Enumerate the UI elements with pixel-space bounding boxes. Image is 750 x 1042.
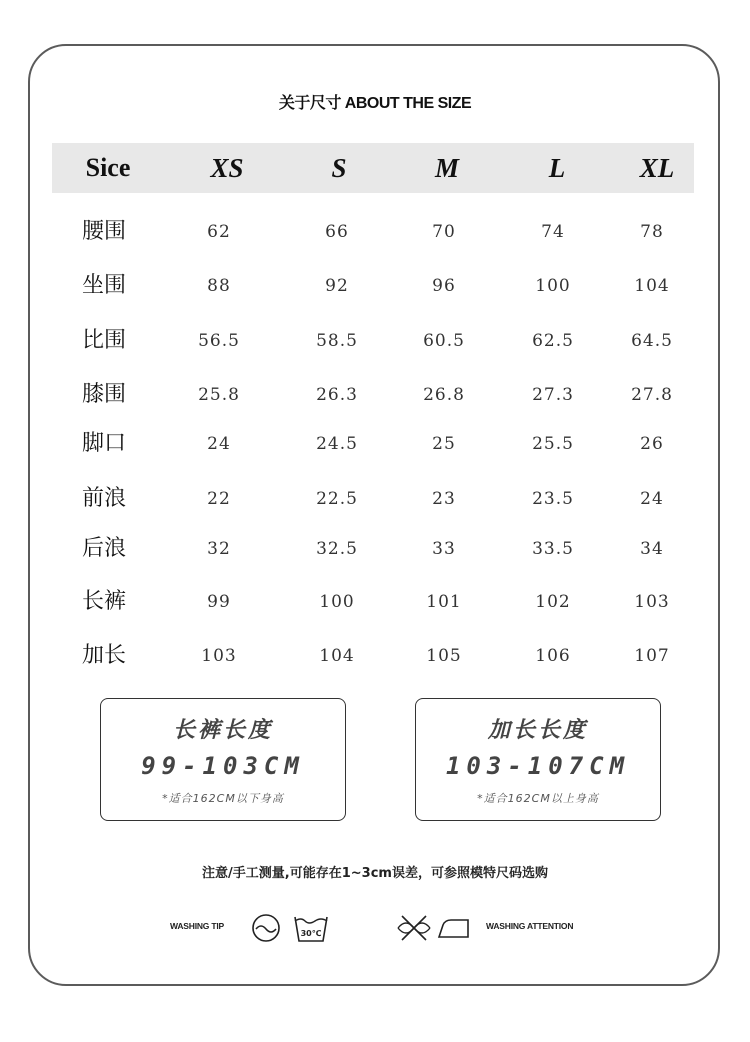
svg-text:30℃: 30℃ [300,929,322,938]
table-cell: 96 [432,276,456,296]
regular-length-box [100,698,346,821]
table-cell: 100 [319,592,355,612]
table-cell: 70 [432,222,456,242]
table-cell: 24 [207,434,231,454]
long-length-box [415,698,661,821]
row-label: 加长 [82,643,127,668]
table-cell: 23.5 [532,489,574,509]
table-cell: 88 [207,276,231,296]
box-title: 长裤长度 [172,718,273,743]
table-cell: 101 [426,592,462,612]
table-cell: 102 [535,592,571,612]
table-cell: 66 [325,222,349,242]
table-cell: 103 [634,592,670,612]
table-cell: 26.3 [316,385,358,405]
box-range: 103-107CM [445,752,631,780]
table-cell: 26 [640,434,664,454]
table-row [0,636,750,676]
washing-attention-label: WASHING ATTENTION [486,921,574,931]
table-cell: 23 [432,489,456,509]
table-cell: 104 [319,646,355,666]
measurement-note: 注意/手工测量,可能存在1~3cm误差，可参照模特尺码选购 [202,866,548,881]
table-cell: 24.5 [316,434,358,454]
table-cell: 22.5 [316,489,358,509]
row-label: 比围 [82,328,127,353]
table-cell: 92 [325,276,349,296]
table-cell: 24 [640,489,664,509]
table-cell: 58.5 [316,331,358,351]
row-label: 腰围 [82,219,127,244]
table-cell: 56.5 [198,331,240,351]
no-bleach-icon [396,914,432,942]
table-cell: 99 [207,592,231,612]
table-cell: 32 [207,539,231,559]
table-cell: 78 [640,222,664,242]
table-cell: 107 [634,646,670,666]
table-row [0,479,750,519]
gentle-wash-icon [251,912,281,944]
table-cell: 25 [432,434,456,454]
table-cell: 22 [207,489,231,509]
box-note: *适合162CM以上身高 [477,792,599,805]
row-label: 长裤 [82,589,127,614]
table-cell: 62 [207,222,231,242]
table-cell: 33.5 [532,539,574,559]
table-cell: 33 [432,539,456,559]
table-row [0,424,750,464]
table-row [0,375,750,415]
table-cell: 25.8 [198,385,240,405]
table-cell: 26.8 [423,385,465,405]
table-cell: 34 [640,539,664,559]
washing-tip-label: WASHING TIP [170,921,224,931]
box-note: *适合162CM以下身高 [162,792,284,805]
header-label: Sice [85,153,131,182]
table-cell: 64.5 [631,331,673,351]
table-row [0,582,750,622]
table-cell: 62.5 [532,331,574,351]
table-row [0,321,750,361]
row-label: 后浪 [82,536,127,561]
header-size-m: M [434,153,459,183]
table-cell: 74 [541,222,565,242]
hand-wash-30-icon [293,911,329,945]
header-size-l: L [548,153,566,183]
table-row [0,266,750,306]
iron-icon [437,917,471,939]
row-label: 膝围 [82,382,127,407]
row-label: 前浪 [82,486,127,511]
table-cell: 106 [535,646,571,666]
table-cell: 25.5 [532,434,574,454]
table-row [0,212,750,252]
box-title: 加长长度 [487,718,588,743]
table-cell: 105 [426,646,462,666]
table-cell: 100 [535,276,571,296]
table-cell: 60.5 [423,331,465,351]
table-cell: 104 [634,276,670,296]
header-size-xs: XS [210,153,244,183]
box-range: 99-103CM [141,752,305,780]
row-label: 坐围 [82,273,127,298]
table-cell: 27.8 [631,385,673,405]
table-row [0,529,750,569]
header-size-s: S [331,153,347,183]
header-size-xl: XL [639,153,675,183]
row-label: 脚口 [82,431,127,456]
page-title: 关于尺寸 ABOUT THE SIZE [278,95,472,112]
table-cell: 32.5 [316,539,358,559]
table-cell: 27.3 [532,385,574,405]
table-cell: 103 [201,646,237,666]
